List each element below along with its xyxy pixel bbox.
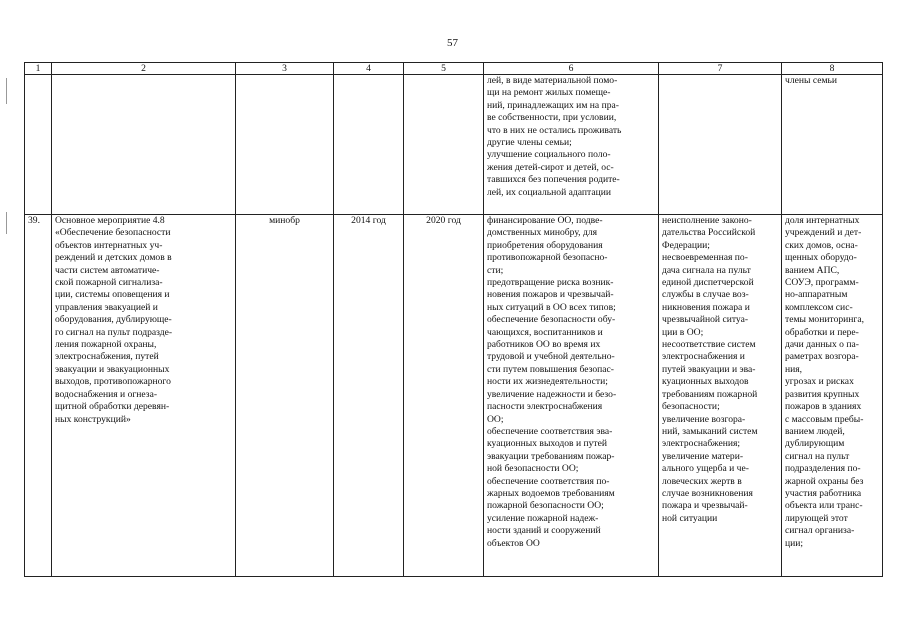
column-header: 3 — [236, 63, 334, 75]
row-number-cell: 39. — [25, 215, 52, 577]
event-cell: Основное мероприятие 4.8 «Обеспечение безопасности объектов интернатных уч- реждений и детских домов в части систем автоматиче- ской пожарной сигнализа- ции, системы оповещения и управления эвакуацией и оборудования, дублирующе- го сигнал на пульт подразде- ления пожарной охраны, электроснабжения, путей эвакуации и эвакуационных выходов, противопожарного водоснабжения и огнеза- щитной обработки деревян- ных конструкций» — [52, 215, 236, 577]
end-year-cell: 2020 год — [404, 215, 484, 577]
indicators-cell: доля интернатных учреждений и дет- ских домов, осна- щенных оборудо- ванием АПС, СОУЭ, программ- но-аппаратным комплексом сис- темы мониторинга, обработки и пере- дачи данных о па- раметрах возгора- ния, угрозах и рисках развития крупных пожаров в зданиях с массовым пребы- ванием людей, дублирующим сигнал на пульт подразделения по- жарной охраны без участия работника объекта или транс- лирующей этот сигнал организа- ции; — [782, 215, 883, 577]
column-header: 1 — [25, 63, 52, 75]
event-cell — [52, 75, 236, 215]
row-number-cell — [25, 75, 52, 215]
start-year-cell — [334, 75, 404, 215]
page-number: 57 — [447, 37, 458, 49]
table-row — [25, 75, 883, 215]
indicators-cell: члены семьи — [782, 75, 883, 215]
column-number-row — [25, 63, 883, 75]
start-year-cell: 2014 год — [334, 215, 404, 577]
consequences-cell — [659, 75, 782, 215]
executor-cell: минобр — [236, 215, 334, 577]
margin-mark — [6, 212, 7, 234]
results-cell: финансирование ОО, подве- домственных минобру, для приобретения оборудования противопожарной безопасно- сти; предотвращение риска возник- новения пожаров и чрезвычай- ных ситуаций в ОО всех типов; обеспечение безопасности обу- чающихся, воспитанников и работников ОО во время их трудовой и учебной деятельно- сти путем повышения безопас- ности их жизнедеятельности; увеличение надежности и безо- пасности электроснабжения ОО; обеспечение соответствия эва- куационных выходов и путей эвакуации требованиям пожар- ной безопасности ОО; обеспечение соответствия по- жарных водоемов требованиям пожарной безопасности ОО; усиление пожарной надеж- ности зданий и сооружений объектов ОО — [484, 215, 659, 577]
column-header: 7 — [659, 63, 782, 75]
end-year-cell — [404, 75, 484, 215]
column-header: 6 — [484, 63, 659, 75]
column-header: 2 — [52, 63, 236, 75]
action-plan-table — [24, 62, 883, 577]
consequences-cell: неисполнение законо- дательства Российской Федерации; несвоевременная по- дача сигнала на пульт единой диспетчерской службы в случае воз- никновения пожара и чрезвычайной ситуа- ции в ОО; несоответствие систем электроснабжения и путей эвакуации и эва- куационных выходов требованиям пожарной безопасности; увеличение возгора- ний, замыканий систем электроснабжения; увеличение матери- ального ущерба и че- ловеческих жертв в случае возникновения пожара и чрезвычай- ной ситуации — [659, 215, 782, 577]
results-cell: лей, в виде материальной помо- щи на ремонт жилых помеще- ний, принадлежащих им на пра- ве собственности, при условии, что в них не остались проживать другие члены семьи; улучшение социального поло- жения детей-сирот и детей, ос- тавшихся без попечения родите- лей, их социальной адаптации — [484, 75, 659, 215]
column-header: 4 — [334, 63, 404, 75]
column-header: 8 — [782, 63, 883, 75]
margin-mark — [6, 78, 7, 104]
table-row — [25, 215, 883, 577]
executor-cell — [236, 75, 334, 215]
column-header: 5 — [404, 63, 484, 75]
